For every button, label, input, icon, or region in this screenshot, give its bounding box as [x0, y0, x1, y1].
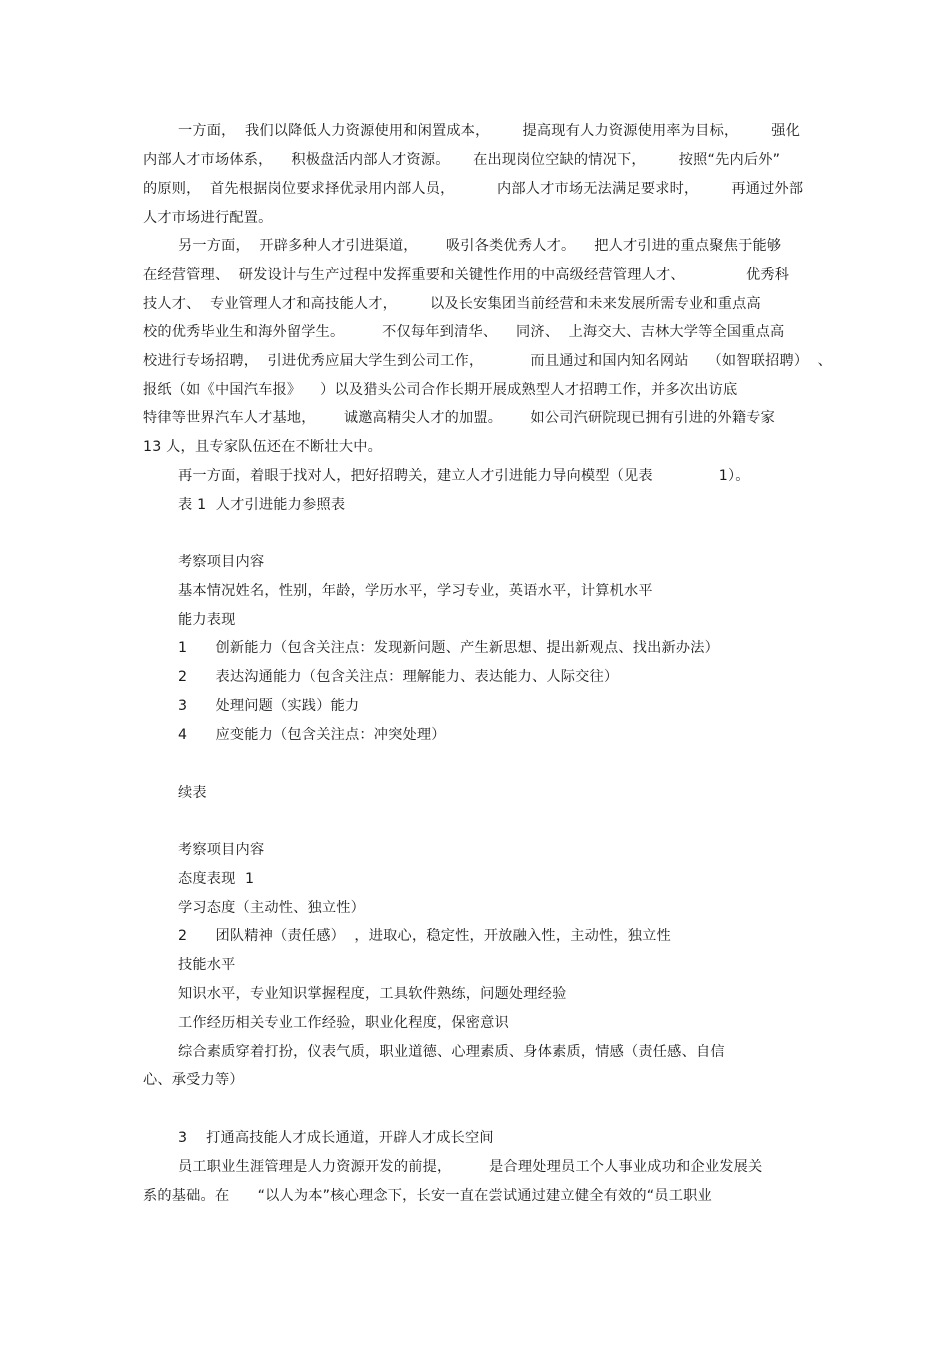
- table-1-cont-skill-title: 技能水平: [178, 957, 236, 973]
- paragraph-1-line-4: 人才市场进行配置。: [143, 210, 273, 226]
- table-1-cont-attitude-2: 2 团队精神（责任感） ，进取心，稳定性，开放融入性，主动性，独立性: [178, 928, 671, 944]
- paragraph-2-line-2: 在经营管理、 研发设计与生产过程中发挥重要和关键性作用的中高级经营管理人才、 优秀科: [143, 267, 790, 283]
- paragraph-2-line-1: 另一方面， 开辟多种人才引进渠道， 吸引各类优秀人才。 把人才引进的重点聚焦于能够: [178, 238, 782, 254]
- paragraph-3-line-1: 再一方面，着眼于找对人，把好招聘关，建立人才引进能力导向模型（见表 1）。: [178, 468, 750, 484]
- table-1-ability-3: 3 处理问题（实践）能力: [178, 698, 360, 714]
- table-1-cont-quality-line-1: 综合素质穿着打扮，仪表气质，职业道德、心理素质、身体素质，情感（责任感、自信: [178, 1044, 725, 1060]
- paragraph-2-line-8: 13 人，且专家队伍还在不断壮大中。: [143, 439, 382, 455]
- table-1-cont-skill-2: 工作经历相关专业工作经验，职业化程度，保密意识: [178, 1015, 509, 1031]
- table-1-basic-info: 基本情况姓名，性别，年龄，学历水平，学习专业，英语水平，计算机水平: [178, 583, 653, 599]
- paragraph-2-line-3: 技人才、 专业管理人才和高技能人才， 以及长安集团当前经营和未来发展所需专业和重点高: [143, 296, 761, 312]
- table-1-ability-2: 2 表达沟通能力（包含关注点：理解能力、表达能力、人际交往）: [178, 669, 619, 685]
- paragraph-1-line-2: 内部人才市场体系， 积极盘活内部人才资源。 在出现岗位空缺的情况下， 按照“先内后外”: [143, 152, 781, 168]
- paragraph-1-line-1: 一方面， 我们以降低人力资源使用和闲置成本， 提高现有人力资源使用率为目标， 强化: [178, 123, 801, 139]
- section-3-line-1: 员工职业生涯管理是人力资源开发的前提， 是合理处理员工个人事业成功和企业发展关: [178, 1159, 763, 1175]
- table-1-cont-caption: 续表: [178, 785, 207, 801]
- paragraph-2-line-6: 报纸（如《中国汽车报》 ）以及猎头公司合作长期开展成熟型人才招聘工作，并多次出访底: [143, 382, 738, 398]
- table-1-caption: 表 1 人才引进能力参照表: [178, 497, 346, 513]
- paragraph-1-line-3: 的原则， 首先根据岗位要求择优录用内部人员， 内部人才市场无法满足要求时， 再通过外部: [143, 181, 804, 197]
- section-3-heading: 3 打通高技能人才成长通道，开辟人才成长空间: [178, 1130, 494, 1146]
- table-1-ability-1: 1 创新能力（包含关注点：发现新问题、产生新思想、提出新观点、找出新办法）: [178, 640, 720, 656]
- table-1-header: 考察项目内容: [178, 554, 265, 570]
- table-1-cont-header: 考察项目内容: [178, 842, 265, 858]
- paragraph-2-line-7: 特律等世界汽车人才基地， 诚邀高精尖人才的加盟。 如公司汽研院现已拥有引进的外籍专家: [143, 410, 776, 426]
- table-1-cont-attitude-title: 态度表现 1: [178, 871, 255, 887]
- table-1-cont-quality-line-2: 心、承受力等）: [143, 1072, 244, 1088]
- section-3-line-2: 系的基础。在 “以人为本”核心理念下，长安一直在尝试通过建立健全有效的“员工职业: [143, 1188, 712, 1204]
- paragraph-2-line-5: 校进行专场招聘， 引进优秀应届大学生到公司工作， 而且通过和国内知名网站 （如智联招聘） 、: [143, 353, 833, 369]
- table-1-ability-4: 4 应变能力（包含关注点：冲突处理）: [178, 727, 446, 743]
- table-1-ability-title: 能力表现: [178, 612, 236, 628]
- table-1-cont-attitude-1: 学习态度（主动性、独立性）: [178, 900, 366, 916]
- table-1-cont-skill-1: 知识水平，专业知识掌握程度，工具软件熟练，问题处理经验: [178, 986, 567, 1002]
- paragraph-2-line-4: 校的优秀毕业生和海外留学生。 不仅每年到清华、 同济、 上海交大、吉林大学等全国重点高: [143, 324, 785, 340]
